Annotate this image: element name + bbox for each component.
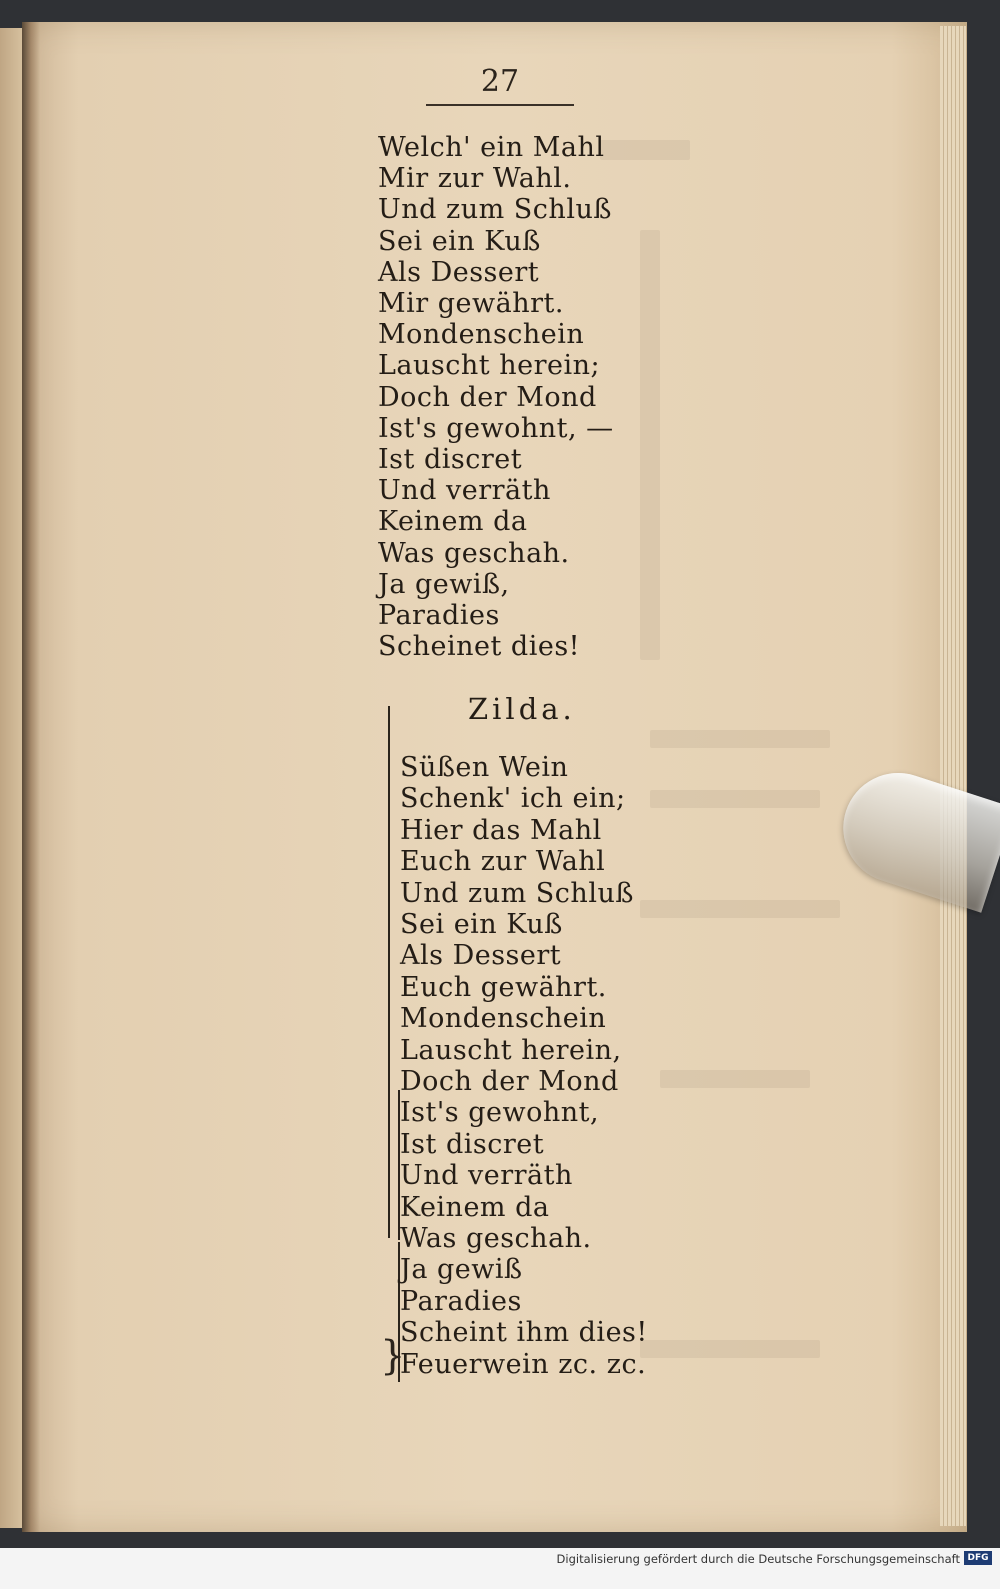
verse-line: Euch gewährt.: [400, 971, 607, 1003]
verse-line: Paradies: [378, 600, 500, 631]
verse-line: Keinem da: [400, 1191, 550, 1223]
bleed-through-mark: [600, 140, 690, 160]
header-rule: [426, 104, 574, 106]
footer-credit: Digitalisierung gefördert durch die Deutsche Forschungsgemeinschaft: [556, 1552, 960, 1566]
dfg-logo: DFG: [964, 1551, 992, 1565]
verse-line: Sei ein Kuß: [400, 909, 563, 940]
verse-line: Scheint ihm dies!: [400, 1317, 648, 1349]
verse-line: Scheinet dies!: [378, 631, 581, 663]
verse-line: Ja gewiß,: [378, 568, 510, 600]
verse-line: Keinem da: [378, 506, 528, 538]
verse-line: Und verräth: [378, 475, 551, 507]
section-heading: Zilda.: [468, 692, 576, 726]
verse-line: Ja gewiß: [400, 1254, 523, 1286]
verse-line: Schenk' ich ein;: [400, 783, 626, 815]
verse-line: Mondenschein: [400, 1003, 607, 1035]
bleed-through-mark: [660, 1070, 810, 1088]
verse-line: Und verräth: [400, 1160, 573, 1192]
bleed-through-mark: [640, 230, 660, 660]
verse-line: Sei ein Kuß: [378, 225, 541, 257]
verse-line: Feuerwein zc. zc.: [400, 1348, 647, 1380]
verse-line: Als Dessert: [378, 256, 540, 288]
verse-line: Paradies: [400, 1285, 522, 1317]
left-bracket: [388, 706, 390, 1238]
verse-line: Mondenschein: [378, 319, 585, 351]
verse-line: Und zum Schluß: [378, 194, 612, 226]
bleed-through-mark: [640, 900, 840, 918]
verse-line: Als Dessert: [400, 940, 562, 972]
bleed-through-mark: [650, 790, 820, 808]
spine-shadow: [22, 22, 40, 1532]
page-edges: [940, 26, 966, 1526]
verse-line: Ist's gewohnt,: [400, 1097, 600, 1129]
verse-line: Was geschah.: [378, 537, 570, 569]
curly-brace: }: [380, 1333, 406, 1379]
verse-line: Ist's gewohnt, —: [378, 412, 614, 444]
verse-line: Welch' ein Mahl: [378, 132, 605, 163]
verse-line: Lauscht herein,: [400, 1034, 622, 1066]
verse-line: Doch der Mond: [378, 381, 597, 413]
verse-line: Ist discret: [378, 444, 523, 475]
verse-line: Euch zur Wahl: [400, 846, 606, 878]
verse-line: Und zum Schluß: [400, 877, 634, 909]
verse-line: Mir gewährt.: [378, 288, 564, 319]
verse-line: Mir zur Wahl.: [378, 163, 572, 195]
bleed-through-mark: [640, 1340, 820, 1358]
bleed-through-mark: [650, 730, 830, 748]
verse-line: Was geschah.: [400, 1223, 592, 1254]
page-number: 27: [480, 64, 520, 99]
verse-line: Doch der Mond: [400, 1066, 619, 1097]
verse-line: Ist discret: [400, 1128, 545, 1160]
verse-line: Lauscht herein;: [378, 350, 601, 382]
verse-line: Hier das Mahl: [400, 814, 602, 846]
verse-line: Süßen Wein: [400, 752, 569, 783]
